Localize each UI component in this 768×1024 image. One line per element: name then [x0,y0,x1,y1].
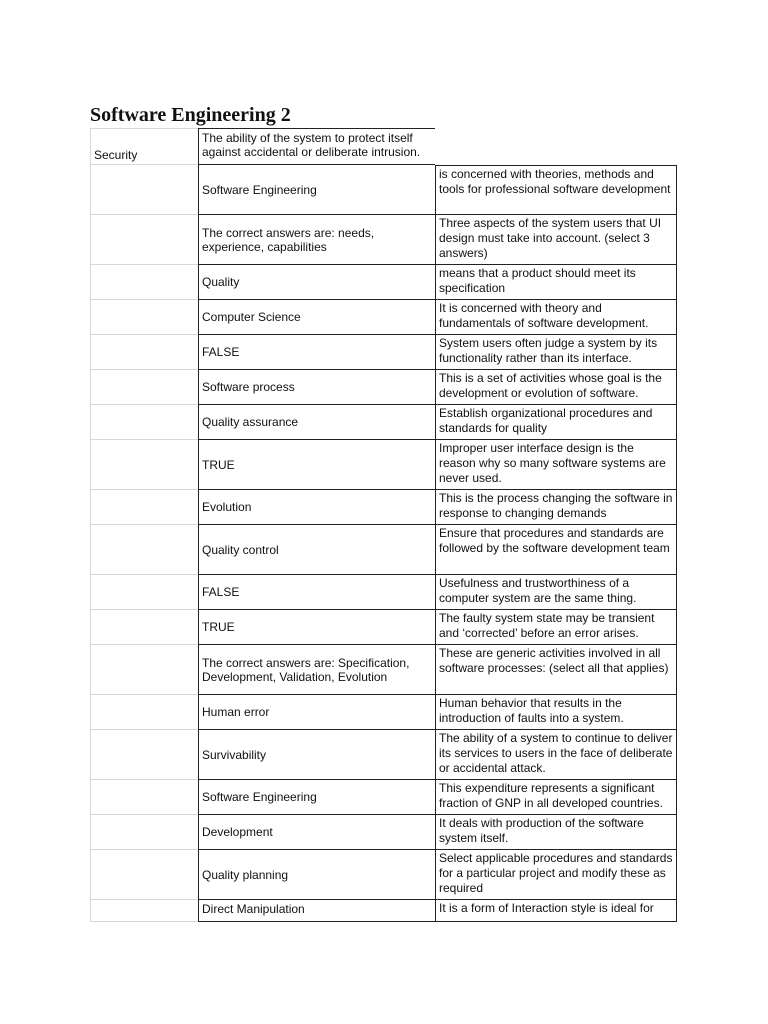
definition-cell: This is a set of activities whose goal is the development or evolution of software. [435,370,677,405]
answer-cell: TRUE [198,610,435,645]
term-cell [90,780,198,815]
term-cell [90,850,198,900]
term-cell [90,335,198,370]
definition-cell: It is concerned with theory and fundamentals of software development. [435,300,677,335]
term-cell [90,405,198,440]
table-row [90,265,677,300]
answer-cell: Development [198,815,435,850]
table-row [90,370,677,405]
answer-cell: FALSE [198,335,435,370]
definition-cell: Ensure that procedures and standards are followed by the software development team [435,525,677,575]
definition-cell: These are generic activities involved in all software processes: (select all that applies) [435,645,677,695]
answer-cell: Quality control [198,525,435,575]
table-row [90,405,677,440]
page-title: Software Engineering 2 [90,104,291,126]
term-cell [90,165,198,215]
table-row [90,575,677,610]
table-row [90,215,677,265]
term-cell [90,815,198,850]
table-row [90,730,677,780]
answer-cell: The correct answers are: needs, experience, capabilities [198,215,435,265]
table-row [90,440,677,490]
table-row [90,850,677,900]
definition-cell: The ability of a system to continue to deliver its services to users in the face of deliberate or accidental attack. [435,730,677,780]
answer-cell: Survivability [198,730,435,780]
answer-cell: Human error [198,695,435,730]
definition-cell: Usefulness and trustworthiness of a computer system are the same thing. [435,575,677,610]
answer-cell: FALSE [198,575,435,610]
definition-cell: Three aspects of the system users that UI design must take into account. (select 3 answers) [435,215,677,265]
answer-cell: Computer Science [198,300,435,335]
answer-cell: Direct Manipulation [198,900,435,922]
definition-cell: This expenditure represents a significant fraction of GNP in all developed countries. [435,780,677,815]
definition-cell: Improper user interface design is the reason why so many software systems are never used. [435,440,677,490]
term-cell [90,730,198,780]
term-cell [90,370,198,405]
term-cell [90,490,198,525]
answer-cell: Software process [198,370,435,405]
term-cell [90,575,198,610]
definition-cell: This is the process changing the software in response to changing demands [435,490,677,525]
table-row [90,645,677,695]
flashcard-table [90,128,677,922]
definition-cell: It is a form of Interaction style is ideal for [435,900,677,922]
table-row [90,780,677,815]
definition-cell: is concerned with theories, methods and tools for professional software development [435,165,677,215]
answer-cell: TRUE [198,440,435,490]
answer-cell: Software Engineering [198,165,435,215]
answer-cell: The ability of the system to protect itself against accidental or deliberate intrusion. [198,128,435,165]
term-cell [90,265,198,300]
table-row [90,815,677,850]
definition-cell: System users often judge a system by its functionality rather than its interface. [435,335,677,370]
term-cell [90,525,198,575]
table-row [90,490,677,525]
term-cell: Security [90,128,198,165]
definition-cell: Select applicable procedures and standards for a particular project and modify these as required [435,850,677,900]
term-cell [90,645,198,695]
definition-cell: It deals with production of the software system itself. [435,815,677,850]
definition-cell: Establish organizational procedures and standards for quality [435,405,677,440]
term-cell [90,215,198,265]
term-cell [90,900,198,922]
answer-cell: Software Engineering [198,780,435,815]
table-row [90,525,677,575]
answer-cell: Evolution [198,490,435,525]
term-cell [90,610,198,645]
answer-cell: Quality planning [198,850,435,900]
definition-cell [435,128,677,165]
term-cell [90,440,198,490]
definition-cell: means that a product should meet its specification [435,265,677,300]
table-row [90,900,677,922]
table-row [90,128,677,165]
table-row [90,610,677,645]
definition-cell: Human behavior that results in the introduction of faults into a system. [435,695,677,730]
answer-cell: Quality assurance [198,405,435,440]
answer-cell: The correct answers are: Specification, Development, Validation, Evolution [198,645,435,695]
term-cell [90,300,198,335]
definition-cell: The faulty system state may be transient and ‘corrected’ before an error arises. [435,610,677,645]
answer-cell: Quality [198,265,435,300]
table-row [90,165,677,215]
table-row [90,335,677,370]
table-row [90,300,677,335]
table-row [90,695,677,730]
term-cell [90,695,198,730]
